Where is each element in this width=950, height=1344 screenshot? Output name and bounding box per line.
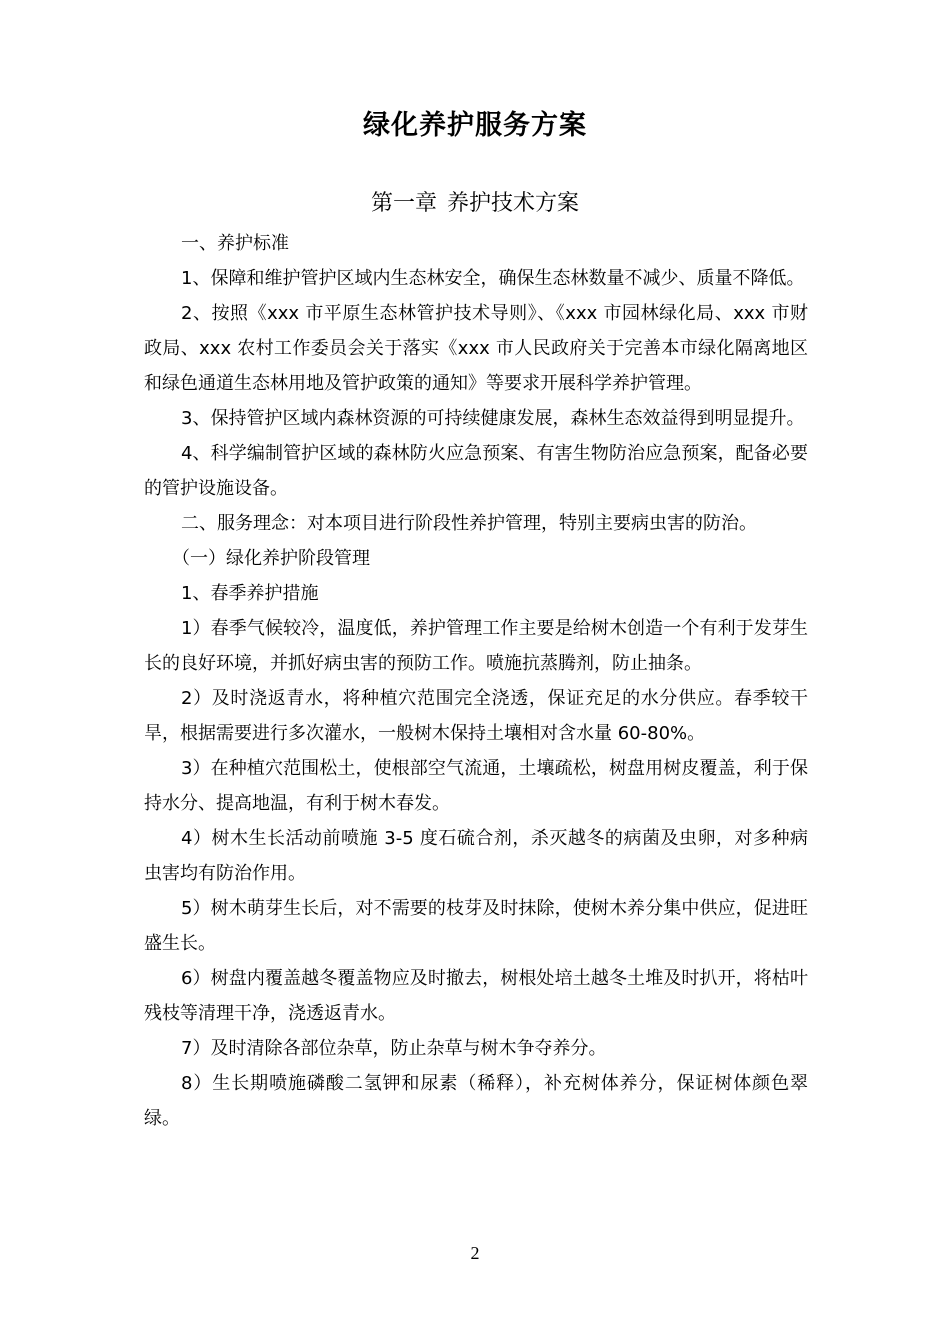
paragraph: 5）树木萌芽生长后，对不需要的枝芽及时抹除，使树木养分集中供应，促进旺盛生长。 [144, 898, 808, 954]
chapter-heading [0, 187, 950, 221]
paragraph: 1、保障和维护管护区域内生态林安全，确保生态林数量不减少、质量不降低。 [181, 268, 805, 289]
paragraph: 4）树木生长活动前喷施 3-5 度石硫合剂，杀灭越冬的病菌及虫卵，对多种病虫害均有防治作用。 [144, 828, 808, 884]
chapter-number: 第一章 [370, 191, 437, 216]
paragraph: 4、科学编制管护区域的森林防火应急预案、有害生物防治应急预案，配备必要的管护设施设备。 [144, 443, 808, 499]
section-heading-standards: 一、养护标准 [181, 233, 289, 254]
subsection-heading-spring: 1、春季养护措施 [181, 583, 319, 604]
paragraph: 6）树盘内覆盖越冬覆盖物应及时撤去，树根处培土越冬土堆及时扒开，将枯叶残枝等清理干净，浇透返青水。 [144, 968, 808, 1024]
paragraph: 8）生长期喷施磷酸二氢钾和尿素（稀释），补充树体养分，保证树体颜色翠绿。 [144, 1073, 808, 1129]
document-title: 绿化养护服务方案 [363, 110, 587, 141]
section-heading-service-concept: 二、服务理念：对本项目进行阶段性养护管理，特别主要病虫害的防治。 [181, 513, 757, 534]
paragraph: 2）及时浇返青水，将种植穴范围完全浇透，保证充足的水分供应。春季较干旱，根据需要进行多次灌水，一般树木保持土壤相对含水量 60-80%。 [144, 688, 808, 744]
subsection-heading: （一）绿化养护阶段管理 [172, 548, 370, 569]
page-number: 2 [470, 1243, 480, 1263]
body-text [144, 226, 808, 1136]
paragraph: 1）春季气候较冷，温度低，养护管理工作主要是给树木创造一个有利于发芽生长的良好环境，并抓好病虫害的预防工作。喷施抗蒸腾剂，防止抽条。 [144, 618, 808, 674]
paragraph: 7）及时清除各部位杂草，防止杂草与树木争夺养分。 [181, 1038, 607, 1059]
paragraph: 3、保持管护区域内森林资源的可持续健康发展，森林生态效益得到明显提升。 [181, 408, 805, 429]
paragraph: 2、按照《xxx 市平原生态林管护技术导则》、《xxx 市园林绿化局、xxx 市财政局、xxx 农村工作委员会关于落实《xxx 市人民政府关于完善本市绿化隔离地区和绿色通道生态林用地及管护政策的通知》等要求开展科学养护管理。 [144, 303, 808, 394]
paragraph: 3）在种植穴范围松土，使根部空气流通，土壤疏松，树盘用树皮覆盖，利于保持水分、提高地温，有利于树木春发。 [144, 758, 808, 814]
chapter-name: 养护技术方案 [447, 191, 580, 216]
